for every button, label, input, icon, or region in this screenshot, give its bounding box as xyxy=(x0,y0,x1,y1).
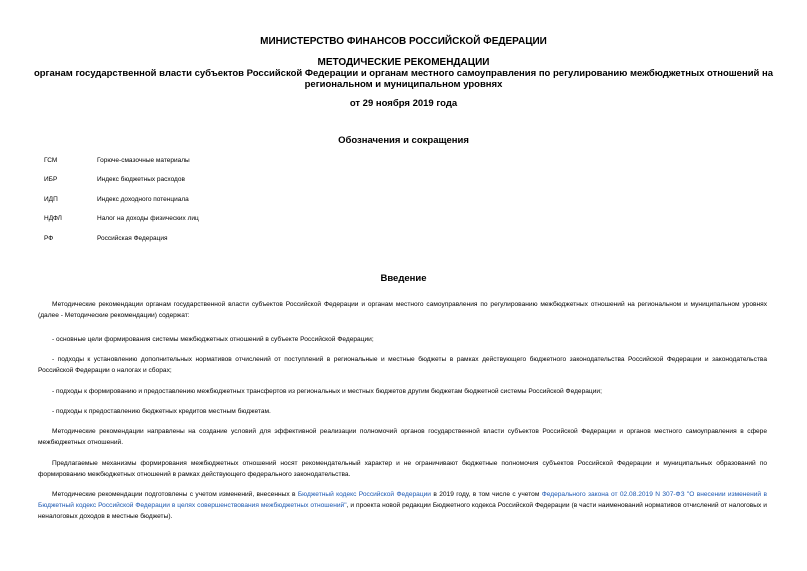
intro-paragraph: Предлагаемые механизмы формирования межбюджетных отношений носят рекомендательный характер и не ограничивают бюджетные полномочия субъектов Российской Федерации и муниципальных образований по формированию межбюджетных отношений в рамках действующего федерального законодательства. xyxy=(38,460,767,478)
document-date: от 29 ноября 2019 года xyxy=(349,98,458,109)
introduction-heading: Введение xyxy=(380,273,427,284)
intro-list-item: - подходы к установлению дополнительных нормативов отчислений от поступлений в региональные и местные бюджеты в рамках действующего бюджетного законодательства Российской Федерации и законодательства Российской Федерации о налогах и сборах; xyxy=(38,356,767,374)
intro-list-item: - основные цели формирования системы межбюджетных отношений в субъекте Российской Федерации; xyxy=(52,336,374,343)
abbreviation-code: ГСМ xyxy=(44,157,58,164)
intro-list-item: - подходы к предоставлению бюджетных кредитов местным бюджетам. xyxy=(52,408,271,415)
abbreviation-description: Российская Федерация xyxy=(97,235,168,242)
budget-code-link[interactable]: Бюджетный кодекс Российской Федерации xyxy=(297,491,431,498)
intro-paragraph: Методические рекомендации направлены на создание условий для эффективной реализации полномочий органов государственной власти субъектов Российской Федерации и органов местного самоуправления в сфере межбюджетных отношений. xyxy=(38,428,767,446)
ministry-title: МИНИСТЕРСТВО ФИНАНСОВ РОССИЙСКОЙ ФЕДЕРАЦИИ xyxy=(260,36,547,47)
abbreviation-description: Индекс доходного потенциала xyxy=(97,196,189,203)
intro-list-item: - подходы к формированию и предоставлению межбюджетных трансфертов из региональных и местных бюджетов другим бюджетам бюджетной системы Российской Федерации; xyxy=(52,388,602,395)
paragraph-text: Методические рекомендации подготовлены с учетом изменений, внесенных в xyxy=(52,491,298,498)
abbreviation-code: ИДП xyxy=(44,196,58,203)
abbreviation-code: ИБР xyxy=(44,176,58,183)
paragraph-text: в 2019 году, в том числе с учетом xyxy=(430,491,542,498)
document-subtitle: органам государственной власти субъектов Российской Федерации и органам местного самоуправления по регулированию межбюджетных отношений на региональном и муниципальном уровнях xyxy=(33,68,774,90)
paragraph-text: , и проекта новой редакции Бюджетного кодекса Российской Федерации (в части наименований нормативов отчислений от налоговых и неналоговых доходов в местные бюджеты). xyxy=(38,502,767,520)
abbreviations-heading: Обозначения и сокращения xyxy=(338,135,469,146)
abbreviation-description: Индекс бюджетных расходов xyxy=(97,176,185,183)
abbreviation-description: Горюче-смазочные материалы xyxy=(97,157,190,164)
federal-law-link[interactable]: Федерального закона от 02.08.2019 N 307-ФЗ "О внесении изменений в Бюджетный кодекс Российской Федерации в целях совершенствования межбюджетных отношений" xyxy=(38,491,767,509)
document-title: МЕТОДИЧЕСКИЕ РЕКОМЕНДАЦИИ xyxy=(317,57,490,68)
intro-paragraph-references xyxy=(38,489,767,522)
abbreviation-code: РФ xyxy=(44,235,54,242)
intro-paragraph: Методические рекомендации органам государственной власти субъектов Российской Федерации и органам местного самоуправления по регулированию межбюджетных отношений на региональном и муниципальном уровнях (далее - Методические рекомендации) содержат: xyxy=(38,301,767,319)
abbreviation-description: Налог на доходы физических лиц xyxy=(97,215,199,222)
abbreviation-code: НДФЛ xyxy=(44,215,62,222)
